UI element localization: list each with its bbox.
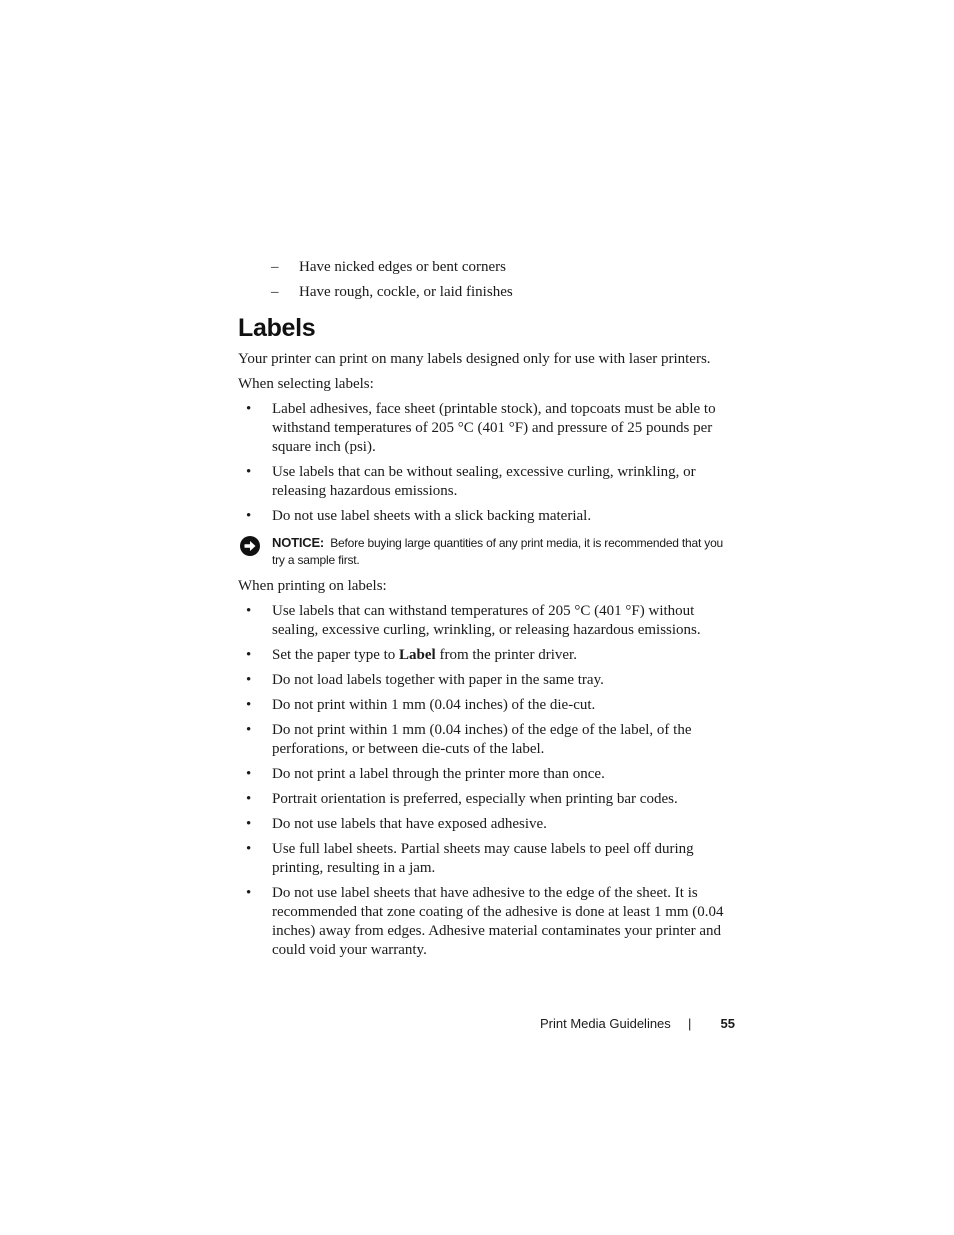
- list-item-text: [272, 647, 577, 663]
- paper-type-label: Label: [399, 647, 436, 663]
- dash-list: [238, 258, 738, 302]
- bullet-marker: •: [246, 722, 252, 738]
- dash-marker: –: [271, 284, 279, 300]
- bullet-marker: •: [246, 401, 252, 417]
- notice-arrow-icon: [240, 536, 260, 556]
- list-item: [238, 671, 738, 690]
- list-item-text: Label adhesives, face sheet (printable stock), and topcoats must be able to withstand temperatures of 205 °C (401 °F) and pressure of 25 pounds per square inch (psi).: [272, 401, 716, 455]
- printing-bullet-list: [238, 602, 738, 960]
- bullet-marker: •: [246, 766, 252, 782]
- list-item-text: Do not print within 1 mm (0.04 inches) of the edge of the label, of the perforations, or between die-cuts of the label.: [272, 722, 692, 757]
- page-number: 55: [720, 1016, 735, 1031]
- dash-item-text: Have rough, cockle, or laid finishes: [299, 284, 513, 300]
- bullet-marker: •: [246, 672, 252, 688]
- list-item-text: Use full label sheets. Partial sheets may cause labels to peel off during printing, resulting in a jam.: [272, 841, 694, 876]
- list-item-text-after: from the printer driver.: [435, 647, 577, 663]
- list-item-text: Do not load labels together with paper in the same tray.: [272, 672, 604, 688]
- notice-box: [238, 534, 738, 569]
- bullet-marker: •: [246, 816, 252, 832]
- list-item: [238, 507, 738, 526]
- notice-label: NOTICE:: [272, 535, 325, 550]
- list-item-text: Do not print a label through the printer more than once.: [272, 766, 605, 782]
- list-item-text: Use labels that can withstand temperatures of 205 °C (401 °F) without sealing, excessive curling, wrinkling, or releasing hazardous emissions.: [272, 603, 701, 638]
- list-item-text: Portrait orientation is preferred, especially when printing bar codes.: [272, 791, 678, 807]
- list-item-text: Do not use label sheets with a slick backing material.: [272, 508, 592, 524]
- dash-item-text: Have nicked edges or bent corners: [299, 259, 506, 275]
- bullet-marker: •: [246, 603, 252, 619]
- dash-item: [238, 258, 738, 277]
- list-item: [238, 721, 738, 759]
- bullet-marker: •: [246, 841, 252, 857]
- section-heading: Labels: [238, 314, 316, 342]
- dash-item: [238, 283, 738, 302]
- list-item: [238, 463, 738, 501]
- list-item: [238, 646, 738, 665]
- intro-paragraph: Your printer can print on many labels designed only for use with laser printers.: [238, 351, 711, 367]
- page-content: [238, 258, 738, 966]
- list-item: [238, 790, 738, 809]
- list-item-text: Do not use labels that have exposed adhesive.: [272, 816, 547, 832]
- list-item: [238, 840, 738, 878]
- bullet-marker: •: [246, 885, 252, 901]
- list-item: [238, 884, 738, 960]
- list-item: [238, 696, 738, 715]
- selecting-bullet-list: [238, 400, 738, 526]
- list-item: [238, 815, 738, 834]
- bullet-marker: •: [246, 464, 252, 480]
- bullet-marker: •: [246, 697, 252, 713]
- bullet-marker: •: [246, 508, 252, 524]
- list-item-text-before: Set the paper type to: [272, 647, 400, 663]
- list-item: [238, 765, 738, 784]
- footer-section-title: Print Media Guidelines: [540, 1016, 671, 1031]
- selecting-lead: When selecting labels:: [238, 376, 374, 392]
- bullet-marker: •: [246, 791, 252, 807]
- list-item: [238, 400, 738, 457]
- dash-marker: –: [271, 259, 279, 275]
- list-item-text: Use labels that can be without sealing, excessive curling, wrinkling, or releasing hazardous emissions.: [272, 464, 696, 499]
- printing-lead: When printing on labels:: [238, 578, 387, 594]
- footer-separator: |: [688, 1016, 692, 1031]
- list-item-text: Do not use label sheets that have adhesive to the edge of the sheet. It is recommended that zone coating of the adhesive is done at least 1 mm (0.04 inches) away from edges. Adhesive material contaminates your printer and could void your warranty.: [272, 885, 724, 958]
- list-item-text: Do not print within 1 mm (0.04 inches) of the die-cut.: [272, 697, 596, 713]
- notice-body: Before buying large quantities of any print media, it is recommended that you try a sample first.: [272, 536, 724, 567]
- notice-text: [272, 534, 738, 569]
- bullet-marker: •: [246, 647, 252, 663]
- list-item: [238, 602, 738, 640]
